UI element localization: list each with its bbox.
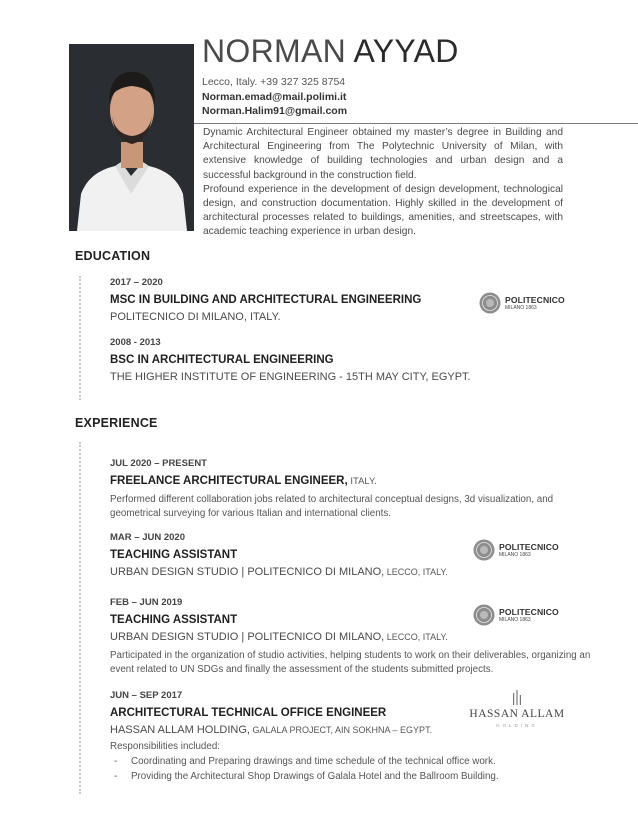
experience-role: TEACHING ASSISTANT (110, 614, 238, 626)
experience-description: Performed different collaboration jobs related to architectural conceptual designs, 3d visualization, and geometrical surveying for various Italian and international clients. (110, 494, 554, 519)
experience-heading: EXPERIENCE (75, 416, 158, 430)
experience-date: MAR – JUN 2020 (110, 532, 185, 543)
education-item (110, 336, 600, 385)
organization-location: GALALA PROJECT, AIN SOKHNA – EGYPT. (250, 725, 433, 735)
politecnico-seal-icon (473, 604, 495, 626)
experience-date: JUN – SEP 2017 (110, 690, 183, 701)
education-school: THE HIGHER INSTITUTE OF ENGINEERING - 15TH MAY CITY, EGYPT. (110, 371, 471, 383)
politecnico-seal-icon (473, 539, 495, 561)
experience-organization (110, 565, 600, 580)
first-name: NORMAN (202, 33, 347, 69)
politecnico-subtitle: MILANO 1863 (499, 552, 531, 558)
portrait-illustration (69, 44, 194, 231)
experience-description: Participated in the organization of studio activities, helping students to work on their deliverables, organizing an event related to UN SDGs and finally the assessment of the students submitted projects. (110, 650, 591, 675)
politecnico-wordmark: POLITECNICO (505, 295, 565, 305)
bullet-text: Providing the Architectural Shop Drawings of Galala Hotel and the Ballroom Building. (131, 770, 499, 782)
summary-paragraph-2: Profound experience in the development of design development, technological design, and construction documentation. Highly skilled in the development of architectural processes related to buildings, amenities, and streetscapes, with academic teaching experience in urban design. (203, 183, 563, 238)
list-item (110, 755, 600, 770)
education-timeline (79, 276, 81, 400)
location-phone: Lecco, Italy. +39 327 325 8754 (202, 76, 346, 88)
last-name: AYYAD (353, 33, 459, 69)
dash-icon: - (114, 756, 118, 767)
hassan-allam-subtitle: HOLDING (496, 723, 538, 728)
responsibilities-list (110, 755, 600, 784)
role-location: ITALY. (347, 476, 377, 487)
header-divider (194, 123, 638, 124)
hassan-allam-mark-icon (512, 690, 522, 706)
politecnico-logo (473, 539, 563, 565)
education-date: 2008 - 2013 (110, 337, 161, 348)
hassan-allam-logo (467, 690, 567, 730)
politecnico-wordmark: POLITECNICO (499, 542, 559, 552)
organization-name: URBAN DESIGN STUDIO | POLITECNICO DI MILANO, (110, 566, 385, 578)
responsibilities-label: Responsibilities included: (110, 741, 221, 752)
education-school: POLITECNICO DI MILANO, ITALY. (110, 311, 281, 323)
experience-organization (110, 630, 600, 645)
organization-location: LECCO, ITALY. (384, 567, 448, 577)
politecnico-logo (479, 292, 569, 318)
experience-date: JUL 2020 – PRESENT (110, 458, 207, 469)
email-link-1[interactable]: Norman.emad@mail.polimi.it (202, 91, 347, 103)
politecnico-seal-icon (479, 292, 501, 314)
education-degree: BSC IN ARCHITECTURAL ENGINEERING (110, 354, 334, 366)
experience-role: TEACHING ASSISTANT (110, 549, 238, 561)
organization-name: URBAN DESIGN STUDIO | POLITECNICO DI MILANO, (110, 631, 385, 643)
dash-icon: - (114, 770, 118, 782)
list-item (110, 770, 600, 785)
role-title: FREELANCE ARCHITECTURAL ENGINEER, (110, 475, 348, 487)
candidate-name (202, 31, 459, 71)
experience-item (110, 457, 600, 521)
experience-role (110, 474, 600, 489)
profile-summary (203, 126, 563, 240)
education-date: 2017 – 2020 (110, 277, 163, 288)
experience-role: ARCHITECTURAL TECHNICAL OFFICE ENGINEER (110, 707, 387, 719)
education-heading: EDUCATION (75, 249, 151, 263)
email-link-2[interactable]: Norman.Halim91@gmail.com (202, 105, 348, 117)
politecnico-subtitle: MILANO 1863 (505, 305, 537, 311)
experience-timeline (79, 442, 81, 794)
organization-name: HASSAN ALLAM HOLDING, (110, 724, 250, 736)
education-degree: MSC IN BUILDING AND ARCHITECTURAL ENGINEERING (110, 294, 422, 306)
experience-date: FEB – JUN 2019 (110, 597, 183, 608)
politecnico-subtitle: MILANO 1863 (499, 617, 531, 623)
organization-location: LECCO, ITALY. (384, 632, 448, 642)
politecnico-logo (473, 604, 563, 630)
hassan-allam-wordmark: HASSAN ALLAM (469, 708, 565, 720)
profile-photo (69, 44, 194, 231)
summary-paragraph-1: Dynamic Architectural Engineer obtained my master’s degree in Building and Architectural Engineering from The Polytechnic University of Milan, with extensive knowledge of building technologies and urban design and a successful background in the construction field. (203, 127, 563, 181)
politecnico-wordmark: POLITECNICO (499, 607, 559, 617)
bullet-text: Coordinating and Preparing drawings and time schedule of the technical office work. (131, 756, 496, 767)
